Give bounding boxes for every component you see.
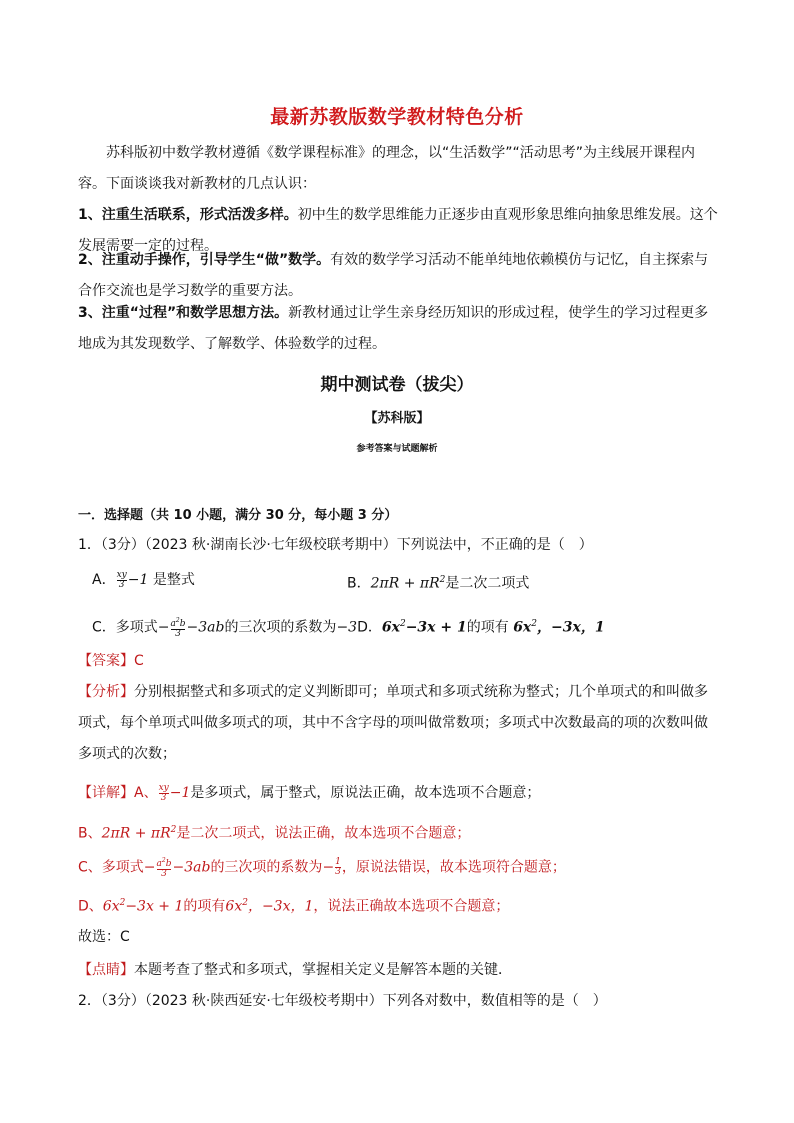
math-d-terms: 6x [513,619,532,636]
math-neg: − [322,859,335,876]
q1-detail-a [78,783,540,803]
point-1-bold: 1、注重生活联系，形式活泼多样。 [78,207,298,223]
frac-sup: 2 [161,857,166,864]
math-sup: 2 [170,825,177,835]
frac-a2b-3 [157,856,172,879]
math-sup: 2 [242,898,248,908]
detail-b-prefix: B、 [78,825,102,842]
q1-option-c-d[interactable] [92,614,605,639]
math-neg3: −3 [336,619,358,636]
frac-num: xy [116,569,127,580]
frac-den: 3 [118,579,125,590]
q1-option-b[interactable] [347,570,529,594]
math-minus: − [157,619,170,636]
detail-c-text: ，原说法错误，故本选项符合题意； [341,859,566,876]
frac-xy-3 [159,784,169,803]
exam-edition: 【苏科版】 [364,411,430,426]
q1-stem: 1．（3分）（2023 秋·湖南长沙·七年级校联考期中）下列说法中，不正确的是（ ） [78,537,593,553]
math-6x: 6x [381,619,400,636]
detail-d-text: ，说法正确故本选项不合题意； [313,898,510,915]
detail-a-prefix: A、 [134,785,158,801]
analysis-text: 分别根据整式和多项式的定义判断即可；单项式和多项式统称为整式；几个单项式的和叫做多项式，每个单项式叫做多项式的项，其中不含字母的项叫做常数项；多项式中次数最高的项的次数叫做多项式的次数； [78,684,708,762]
math-minus1: −1 [169,785,191,801]
frac-num: xy [158,782,169,793]
q2-stem: 2．（3分）（2023 秋·陕西延安·七年级校考期中）下列各对数中，数值相等的是（ ） [78,993,607,1009]
frac-den: 3 [160,792,167,803]
option-d-text: 的项有 [466,619,509,636]
frac-den: 3 [175,629,181,640]
math-b-expr: 2πR + πR [101,825,171,842]
frac-den: 3 [161,869,167,879]
point-3 [78,298,718,360]
detail-c-prefix: C、多项式 [78,859,144,876]
math-6x: 6x [102,898,120,915]
point-3-bold: 3、注重“过程”和数学思想方法。 [78,305,289,321]
frac-b: b [179,619,186,630]
comment-text: 本题考查了整式和多项式，掌握相关定义是解答本题的关键． [134,962,512,978]
q1-detail-b [78,820,470,844]
q1-answer [78,651,144,671]
detail-a-text: 是多项式，属于整式，原说法正确，故本选项不合题意； [190,785,541,801]
math-d-terms: 6x [225,898,243,915]
math-minus3ab: −3ab [186,619,225,636]
frac-num: 1 [335,857,341,867]
detail-tag: 【详解】 [78,785,134,801]
answer-value: C [134,653,144,669]
exam-subtitle: 参考答案与试题解析 [356,444,438,454]
detail-d-prefix: D、 [78,898,103,915]
math-b-expr: 2πR + πR [370,575,440,592]
point-2-bold: 2、注重动手操作，引导学生“做”数学。 [78,252,331,268]
frac-1-3 [335,858,341,877]
q1-choice: 故选：C [78,929,130,945]
frac-num [171,616,186,629]
frac-sup: 2 [175,617,180,625]
answer-tag: 【答案】 [78,653,134,669]
frac-den: 3 [335,867,341,877]
option-a-text: 是整式 [148,572,195,588]
point-2-text: 有效的数学学习活动不能单纯地依赖模仿与记忆，自主探索与合作交流也是学习数学的重要方法。 [78,252,709,299]
option-b-text: 是二次二项式 [445,575,530,592]
math-minus3ab: −3ab [172,859,211,876]
frac-a: a [156,859,162,869]
math-minus: − [143,859,156,876]
q1-analysis [78,677,718,770]
math-d-terms-rest: ，−3x，1 [247,898,314,915]
option-c-text: 的三次项的系数为 [224,619,337,636]
math-d-rest: −3x + 1 [125,898,184,915]
option-b-label: B． [347,575,371,592]
math-d-rest: −3x + 1 [405,619,467,636]
point-1-text: 初中生的数学思维能力正逐步由直观形象思维向抽象思维发展。这个发展需要一定的过程。 [78,207,718,254]
exam-title: 期中测试卷（拔尖） [320,375,474,395]
frac-num [157,856,172,869]
analysis-tag: 【分析】 [78,684,134,700]
option-c-label: C．多项式 [92,619,158,636]
section-heading: 一．选择题（共 10 小题，满分 30 分，每小题 3 分） [78,508,398,523]
frac-a: a [170,619,176,630]
frac-b: b [165,859,172,869]
math-sup: 2 [531,619,538,629]
math-sup: 2 [119,898,126,908]
point-3-text: 新教材通过让学生亲身经历知识的形成过程，使学生的学习过程更多地成为其发现数学、了解数学、体验数学的过程。 [78,305,709,352]
frac-a2b-3 [171,616,186,639]
comment-tag: 【点睛】 [78,962,134,978]
doc-title: 最新苏教版数学教材特色分析 [270,106,524,128]
intro-paragraph: 苏科版初中数学教材遵循《数学课程标准》的理念，以“生活数学”“活动思考”为主线展开课程内容。下面谈谈我对新教材的几点认识： [78,145,696,192]
q1-option-a[interactable] [92,570,195,590]
q1-detail-c [78,856,566,879]
option-a-label: A． [92,572,116,588]
detail-d-mid: 的项有 [183,898,226,915]
math-minus1: −1 [127,572,149,588]
q1-comment [78,960,512,980]
math-sup: 2 [439,575,446,585]
detail-b-text: 是二次二项式，说法正确，故本选项不合题意； [176,825,471,842]
math-sup: 2 [399,619,406,629]
math-d-terms-rest: ，−3x，1 [537,619,605,636]
detail-c-mid: 的三次项的系数为 [210,859,323,876]
q1-detail-d [78,893,509,917]
option-d-label: D． [357,619,382,636]
frac-xy-3 [117,571,127,590]
